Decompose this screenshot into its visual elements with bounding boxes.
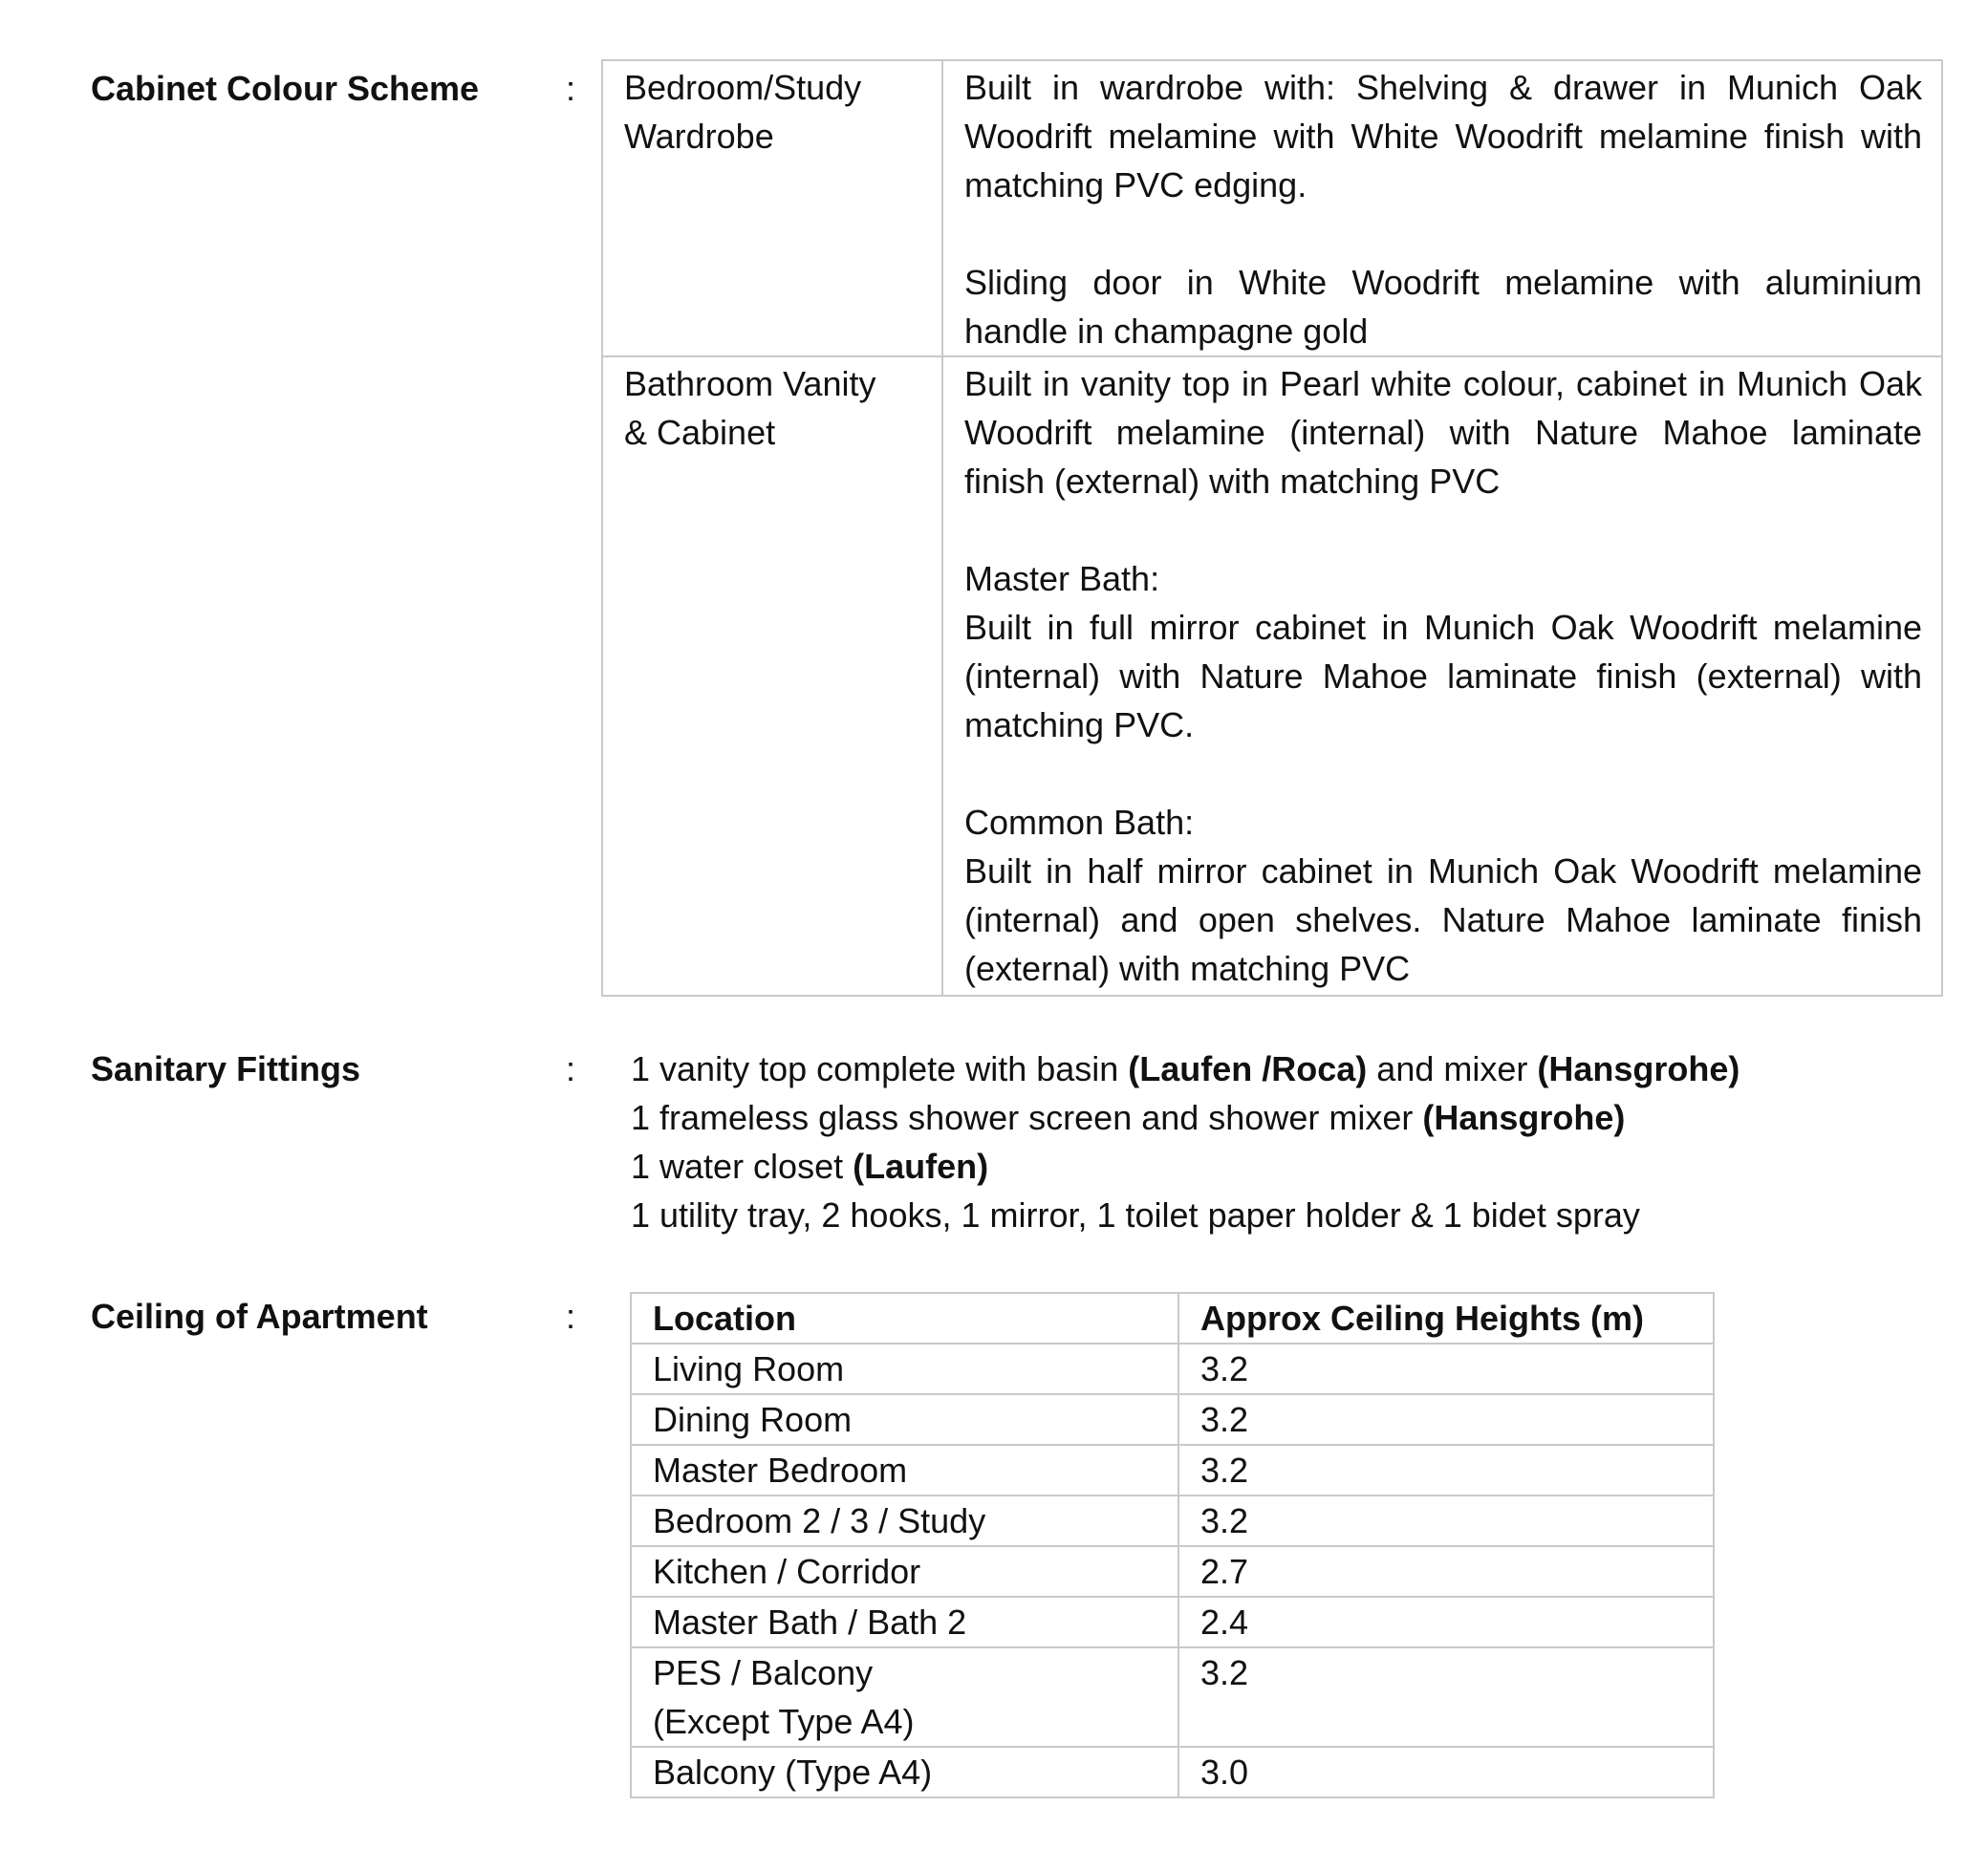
- location-cell: Master Bath / Bath 2: [631, 1597, 1178, 1647]
- list-item: [631, 1142, 1740, 1191]
- location-cell: Master Bedroom: [631, 1445, 1178, 1495]
- cabinet-item-line: Bathroom Vanity: [624, 364, 876, 403]
- cabinet-description-cell: [942, 60, 1942, 356]
- height-cell: 3.2: [1178, 1495, 1714, 1546]
- height-cell: 3.2: [1178, 1445, 1714, 1495]
- table-row: [631, 1597, 1714, 1647]
- cabinet-item-line: Bedroom/Study: [624, 68, 862, 107]
- cabinet-description-cell: [942, 356, 1942, 996]
- table-row: [602, 60, 1942, 356]
- location-cell: Dining Room: [631, 1394, 1178, 1445]
- table-row: [631, 1647, 1714, 1747]
- table-row: [602, 356, 1942, 996]
- cabinet-section-label: Cabinet Colour Scheme: [91, 69, 480, 108]
- brand-name: (Hansgrohe): [1422, 1098, 1626, 1137]
- sanitary-section-label: Sanitary Fittings: [91, 1049, 361, 1088]
- cabinet-description-para: Built in vanity top in Pearl white colour, cabinet in Munich Oak Woodrift melamine (internal) with Nature Mahoe laminate finish (external) with matching PVC: [964, 364, 1922, 501]
- table-row: [631, 1495, 1714, 1546]
- location-cell: Kitchen / Corridor: [631, 1546, 1178, 1597]
- cabinet-item-line: Wardrobe: [624, 117, 774, 156]
- list-item: [631, 1044, 1740, 1093]
- cabinet-item-cell: [602, 356, 942, 996]
- list-item-text: 1 utility tray, 2 hooks, 1 mirror, 1 toilet paper holder & 1 bidet spray: [631, 1195, 1640, 1235]
- cabinet-subheading: Master Bath:: [964, 559, 1160, 598]
- ceiling-heights-table: [630, 1292, 1715, 1798]
- table-header-row: [631, 1293, 1714, 1344]
- location-line: PES / Balcony: [653, 1653, 874, 1692]
- height-cell: 3.2: [1178, 1394, 1714, 1445]
- cabinet-description-para: Built in full mirror cabinet in Munich Oak Woodrift melamine (internal) with Nature Mahoe laminate finish (external) with matching PVC.: [964, 608, 1922, 744]
- height-cell: 2.7: [1178, 1546, 1714, 1597]
- brand-name: (Laufen): [853, 1147, 989, 1186]
- cabinet-subheading: Common Bath:: [964, 803, 1195, 842]
- height-cell: 3.2: [1178, 1647, 1714, 1747]
- brand-name: (Laufen /Roca): [1128, 1049, 1368, 1088]
- list-item-text: and mixer: [1367, 1049, 1538, 1088]
- sanitary-colon: :: [566, 1049, 576, 1088]
- list-item: [631, 1191, 1740, 1239]
- list-item-text: 1 vanity top complete with basin: [631, 1049, 1129, 1088]
- location-cell: Living Room: [631, 1344, 1178, 1394]
- cabinet-item-line: & Cabinet: [624, 413, 776, 452]
- cabinet-table: [601, 59, 1943, 997]
- cabinet-colon: :: [566, 69, 576, 108]
- list-item-text: 1 water closet: [631, 1147, 854, 1186]
- cabinet-item-cell: [602, 60, 942, 356]
- cabinet-description-para: Built in half mirror cabinet in Munich Oak Woodrift melamine (internal) and open shelves. Nature Mahoe laminate finish (external) with matching PVC: [964, 851, 1922, 988]
- table-row: [631, 1344, 1714, 1394]
- table-row: [631, 1394, 1714, 1445]
- location-cell: Bedroom 2 / 3 / Study: [631, 1495, 1178, 1546]
- column-header-height: Approx Ceiling Heights (m): [1178, 1293, 1714, 1344]
- height-cell: 3.2: [1178, 1344, 1714, 1394]
- cabinet-description-para: Built in wardrobe with: Shelving & drawer in Munich Oak Woodrift melamine with White Woodrift melamine finish with matching PVC edging.: [964, 68, 1922, 204]
- height-cell: 2.4: [1178, 1597, 1714, 1647]
- ceiling-section-label: Ceiling of Apartment: [91, 1297, 428, 1336]
- table-row: [631, 1747, 1714, 1797]
- location-line: (Except Type A4): [653, 1702, 915, 1741]
- ceiling-colon: :: [566, 1297, 576, 1336]
- brand-name: (Hansgrohe): [1537, 1049, 1740, 1088]
- location-cell: Balcony (Type A4): [631, 1747, 1178, 1797]
- sanitary-fittings-list: [631, 1044, 1740, 1239]
- list-item: [631, 1093, 1740, 1142]
- table-row: [631, 1445, 1714, 1495]
- cabinet-description-para: Sliding door in White Woodrift melamine with aluminium handle in champagne gold: [964, 263, 1922, 351]
- list-item-text: 1 frameless glass shower screen and shower mixer: [631, 1098, 1423, 1137]
- column-header-location: Location: [631, 1293, 1178, 1344]
- table-row: [631, 1546, 1714, 1597]
- location-cell: [631, 1647, 1178, 1747]
- height-cell: 3.0: [1178, 1747, 1714, 1797]
